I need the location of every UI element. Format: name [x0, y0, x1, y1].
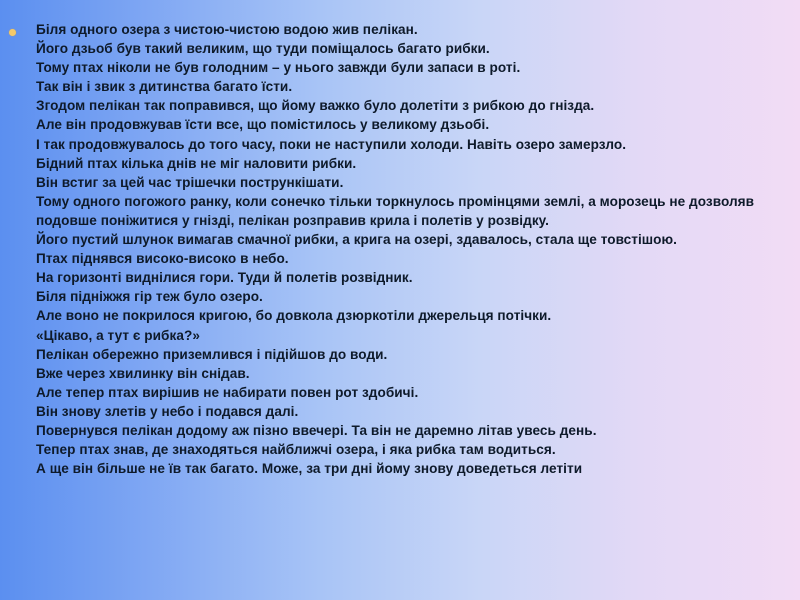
story-line: Тепер птах знав, де знаходяться найближчі озера, і яка рибка там водиться. — [36, 442, 556, 458]
story-line: Але він продовжував їсти все, що помістилось у великому дзьобі. — [36, 117, 490, 133]
story-line: Так він і звик з дитинства багато їсти. — [36, 79, 293, 95]
story-line: Але тепер птах вирішив не набирати повен рот здобичі. — [36, 384, 419, 400]
story-line: Він знову злетів у небо і подався далі. — [36, 403, 299, 419]
story-line: Пелікан обережно приземлився і підійшов до води. — [36, 346, 388, 362]
story-line: Його дзьоб був такий великим, що туди поміщалось багато рибки. — [36, 41, 490, 57]
story-line: Бідний птах кілька днів не міг наловити рибки. — [36, 155, 357, 171]
story-line: Тому одного погожого ранку, коли сонечко тільки торкнулось промінцями землі, а морозець не дозволяв подовше поніжитися у гнізді, пелікан розправив крила і полетів у розвідку. — [36, 193, 755, 228]
story-line: Птах піднявся високо-високо в небо. — [36, 251, 289, 267]
bullet-icon — [9, 29, 16, 36]
story-line: Повернувся пелікан додому аж пізно ввечері. Та він не даремно літав увесь день. — [36, 422, 597, 438]
story-line: «Цікаво, а тут є рибка?» — [36, 327, 200, 343]
story-line: Його пустий шлунок вимагав смачної рибки, а крига на озері, здавалось, стала ще товстішою. — [36, 232, 678, 248]
story-line: Але воно не покрилося кригою, бо довкола дзюркотіли джерельця потічки. — [36, 308, 552, 324]
story-line: Вже через хвилинку він снідав. — [36, 365, 250, 381]
story-text — [36, 20, 772, 478]
story-line: А ще він більше не їв так багато. Може, за три дні йому знову доведеться летіти — [36, 461, 583, 477]
story-line: Він встиг за цей час трішечки пострункішати. — [36, 174, 344, 190]
story-line: Згодом пелікан так поправився, що йому важко було долетіти з рибкою до гнізда. — [36, 98, 595, 114]
story-line: На горизонті виднілися гори. Туди й полетів розвідник. — [36, 270, 413, 286]
story-line: І так продовжувалось до того часу, поки не наступили холоди. Навіть озеро замерзло. — [36, 136, 627, 152]
story-line: Біля одного озера з чистою-чистою водою жив пелікан. — [36, 22, 418, 37]
story-line: Тому птах ніколи не був голодним – у нього завжди були запаси в роті. — [36, 60, 521, 76]
story-line: Біля підніжжя гір теж було озеро. — [36, 289, 263, 305]
